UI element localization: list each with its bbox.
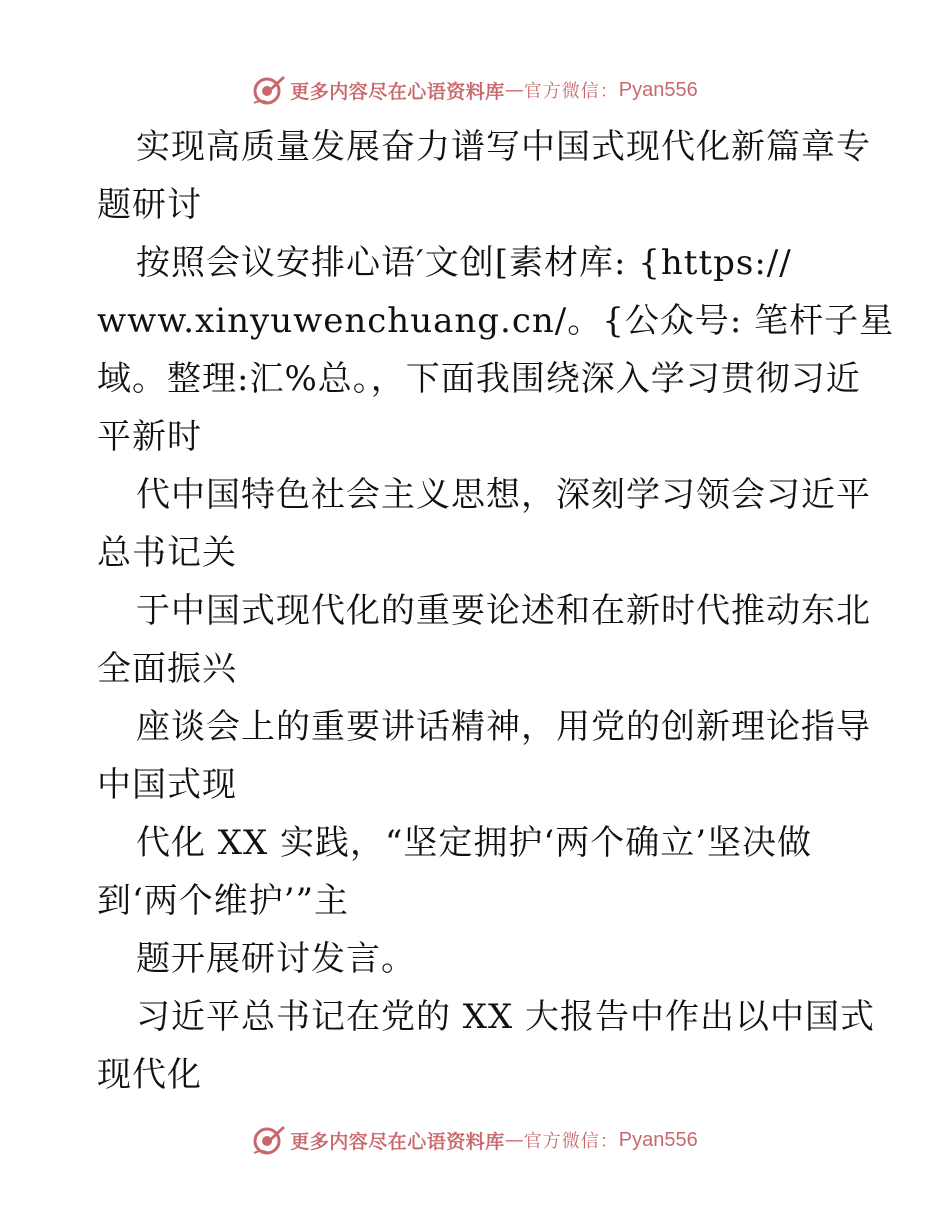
document-body	[97, 118, 895, 1104]
body-line: 座谈会上的重要讲话精神，用党的创新理论指导	[136, 707, 871, 747]
watermark-label: 官方微信：	[523, 81, 619, 102]
header-watermark	[0, 70, 950, 110]
watermark-text: 更多内容尽在心语资料库	[290, 80, 505, 103]
watermark-handle: Pyan556	[618, 78, 698, 101]
watermark-dash: —	[504, 1129, 524, 1151]
pen-logo-icon	[252, 1123, 286, 1157]
body-line: 代化 XX 实践，“坚定拥护‘两个确立’坚决做	[136, 823, 813, 863]
body-line: 域。整理:汇%总。，下面我围绕深入学习贯彻习近	[97, 359, 861, 399]
body-line: 按照会议安排心语′文创[素材库: {https://	[136, 243, 792, 283]
title-line-1: 实现高质量发展奋力谱写中国式现代化新篇章专	[136, 127, 871, 167]
watermark-label: 官方微信：	[523, 1131, 619, 1152]
body-line: 于中国式现代化的重要论述和在新时代推动东北	[136, 591, 871, 631]
body-line: 中国式现	[97, 765, 237, 805]
footer-watermark	[0, 1120, 950, 1160]
body-line: 习近平总书记在党的 XX 大报告中作出以中国式	[136, 997, 876, 1037]
body-line: 题开展研讨发言。	[136, 939, 416, 979]
body-line: 平新时	[97, 417, 202, 457]
watermark-handle: Pyan556	[618, 1128, 698, 1151]
body-line: 代中国特色社会主义思想，深刻学习领会习近平	[136, 475, 871, 515]
body-line: 总书记关	[97, 533, 237, 573]
body-line: 现代化	[97, 1055, 202, 1095]
watermark-dash: —	[504, 79, 524, 101]
watermark-text: 更多内容尽在心语资料库	[290, 1130, 505, 1153]
body-line: 到‘两个维护’”主	[97, 881, 349, 921]
title-line-2: 题研讨	[97, 185, 202, 225]
body-line: www.xinyuwenchuang.cn/。{公众号: 笔杆子星	[97, 301, 895, 341]
pen-logo-icon	[252, 73, 286, 107]
body-line: 全面振兴	[97, 649, 237, 689]
